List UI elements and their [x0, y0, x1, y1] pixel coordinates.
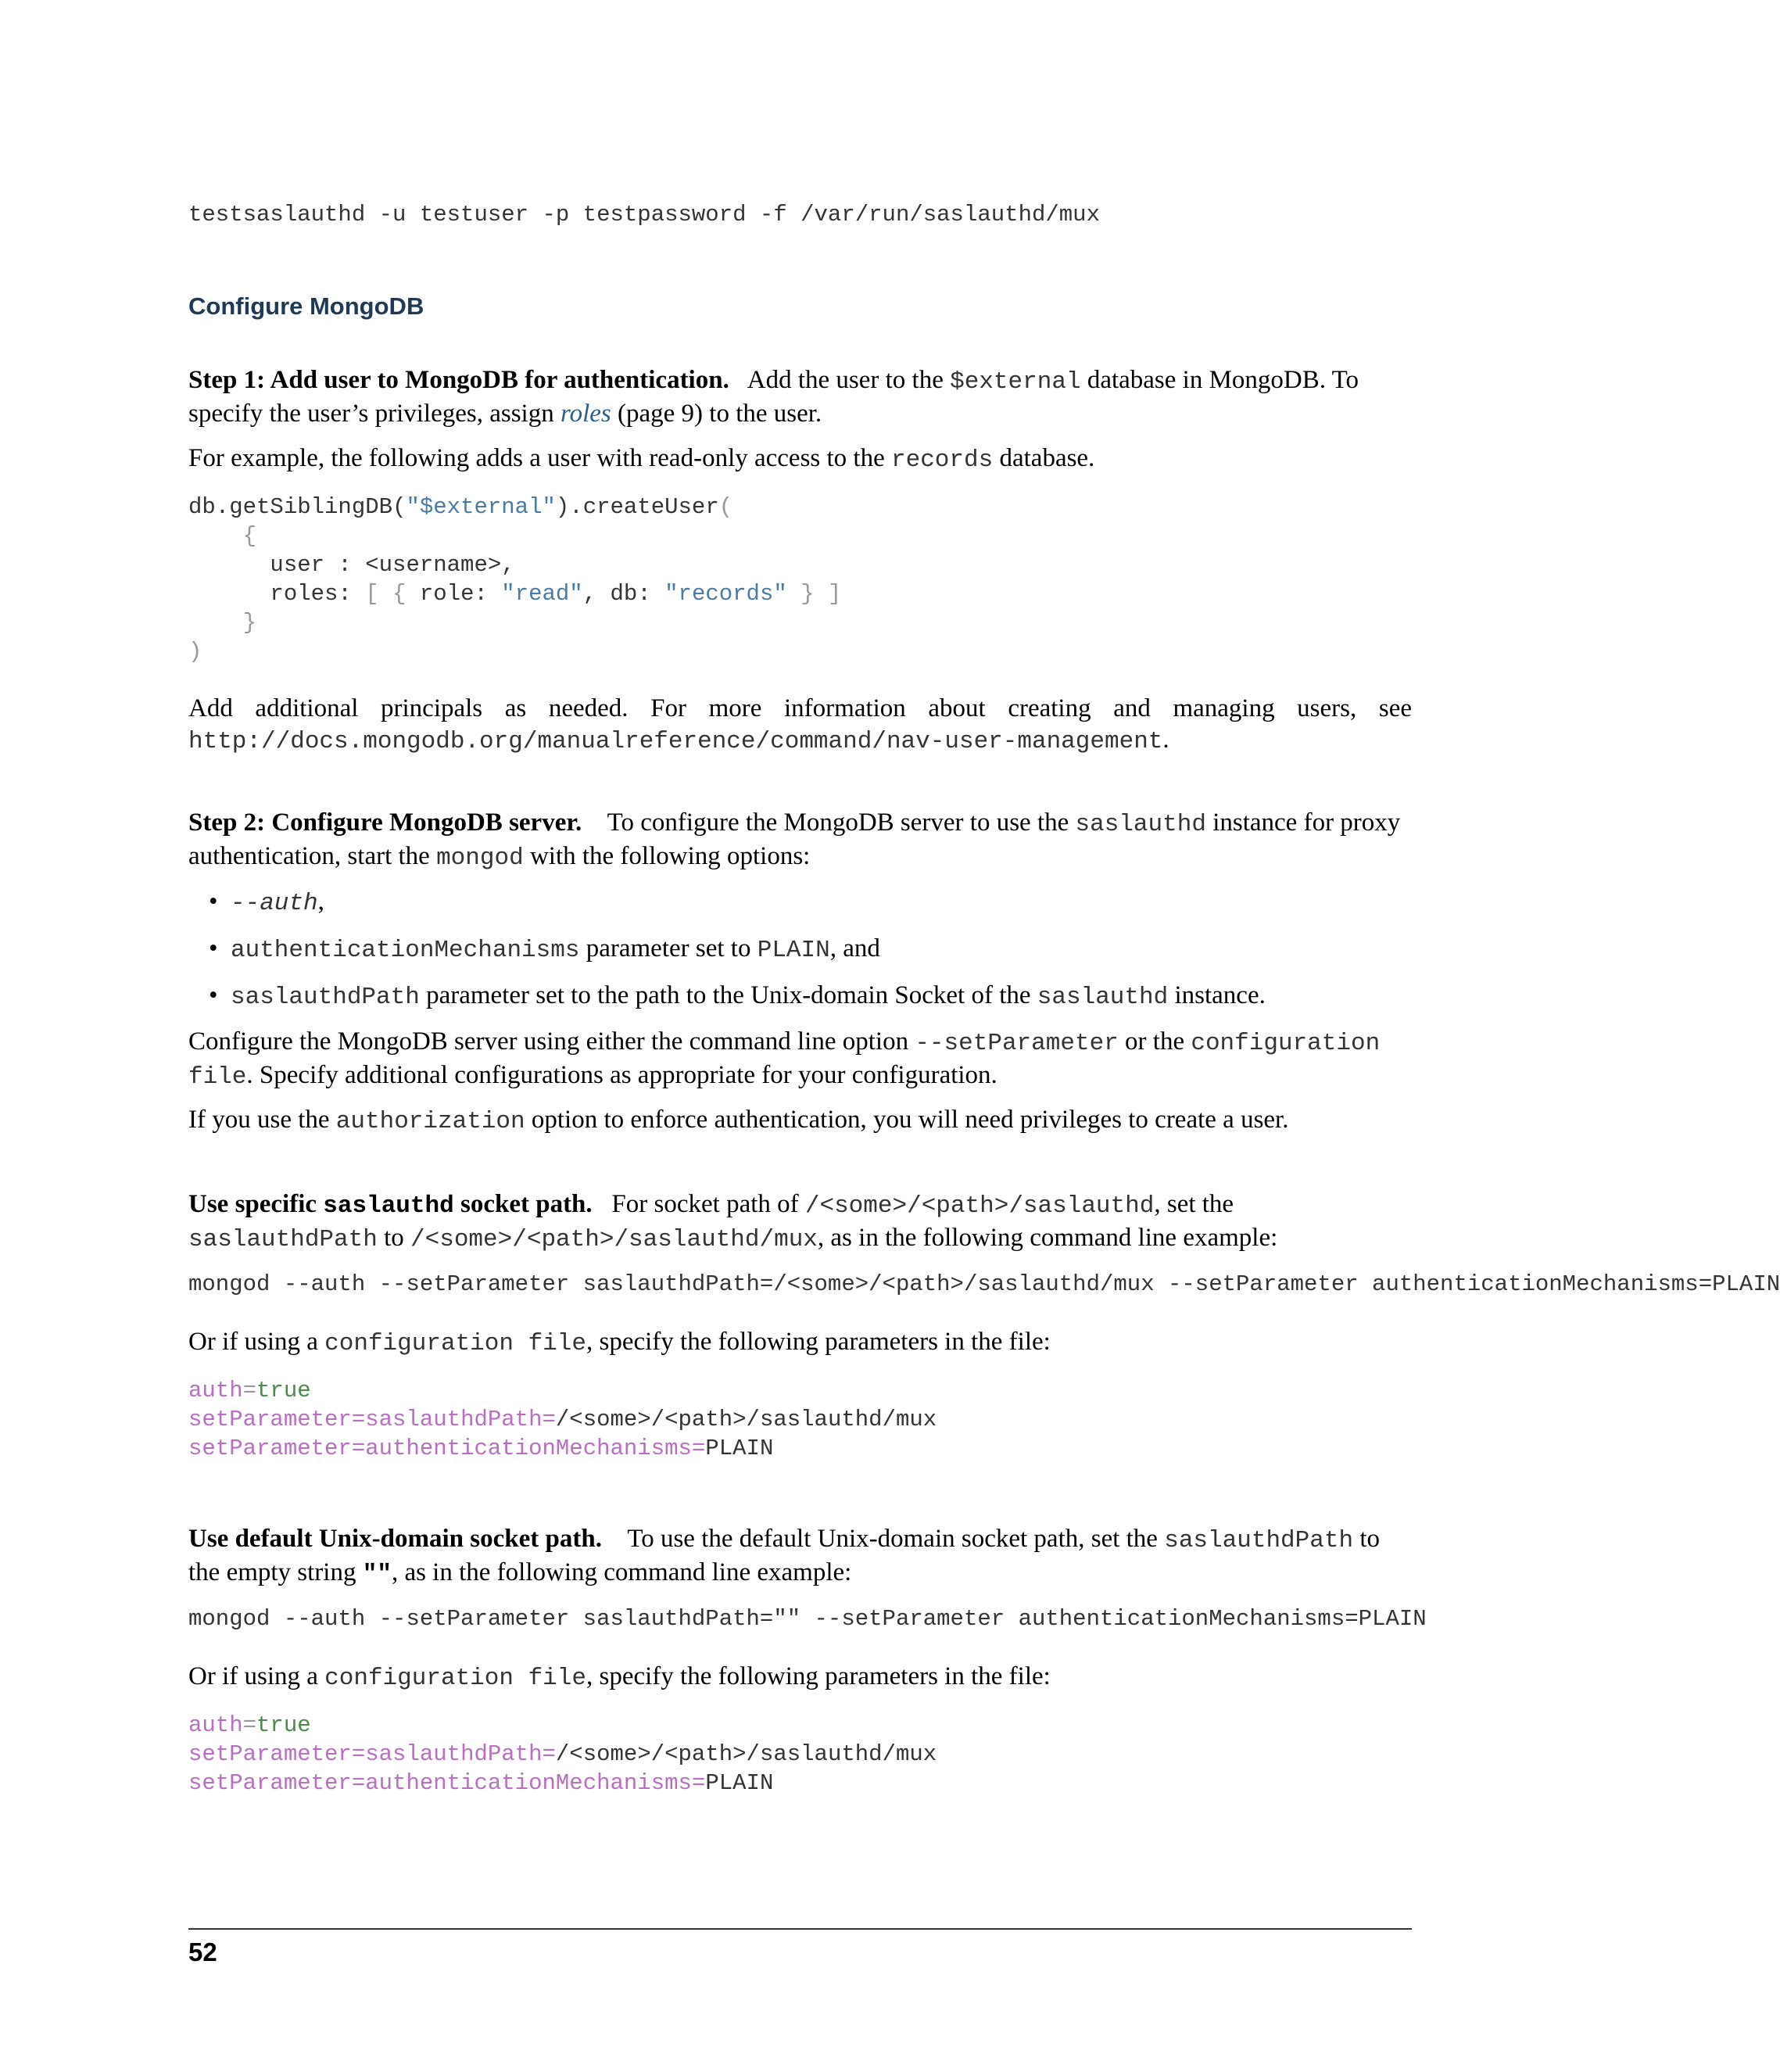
text: Configure the MongoDB server using either the command line option: [188, 1027, 909, 1056]
code-line: mongod --auth --setParameter saslauthdPath=/<some>/<path>/saslauthd/mux --setParameter authenticationMechanisms=PLAIN: [188, 1271, 1780, 1297]
text: If you use the: [188, 1106, 330, 1134]
inline-code: records: [891, 446, 994, 474]
code-testsaslauthd: [188, 200, 1100, 229]
inline-code: authorization: [335, 1108, 525, 1135]
text: , specify the following parameters in the file:: [586, 1328, 1051, 1356]
text: with the following options:: [529, 842, 811, 870]
inline-code: $external: [950, 368, 1081, 396]
inline-code: saslauthd: [1075, 811, 1206, 838]
default-heading: Use default Unix-domain socket path.: [188, 1525, 602, 1553]
code-specific-cmd: [188, 1270, 1780, 1299]
inline-code: "": [362, 1561, 392, 1588]
step2-paragraph: [188, 807, 1412, 874]
inline-code: configuration file: [324, 1330, 586, 1357]
code-config-default: auth=true setParameter=saslauthdPath=/<some>/<path>/saslauthd/mux setParameter=authenticationMechanisms=PLAIN: [188, 1712, 937, 1796]
roles-link[interactable]: roles: [560, 400, 611, 428]
code-config-specific: auth=true setParameter=saslauthdPath=/<some>/<path>/saslauthd/mux setParameter=authenticationMechanisms=PLAIN: [188, 1378, 937, 1461]
inline-code: /<some>/<path>/saslauthd: [804, 1192, 1155, 1220]
step2-heading: Step 2: Configure MongoDB server.: [188, 808, 582, 837]
or-config-paragraph-2: [188, 1661, 1412, 1694]
principals-paragraph: [188, 693, 1412, 758]
text: Add additional principals as needed. For more information about creating and managing users, see: [188, 694, 1412, 722]
list-item: • saslauthdPath parameter set to the path to the Unix-domain Socket of the saslauthd instance.: [231, 980, 1266, 1013]
inline-code: configuration file: [324, 1665, 586, 1692]
user-management-url[interactable]: http://docs.mongodb.org/manualreference/command/nav-user-management: [188, 728, 1163, 755]
text: , set the: [1154, 1190, 1234, 1218]
step1-paragraph: [188, 364, 1412, 429]
text: For socket path of: [611, 1190, 799, 1218]
text: or the: [1125, 1027, 1185, 1056]
text: Or if using a: [188, 1662, 318, 1690]
text: Add the user to the: [747, 366, 944, 394]
page-number: 52: [188, 1938, 217, 1966]
text: , as in the following command line example:: [391, 1558, 852, 1586]
text: to the empty string: [188, 1525, 1380, 1586]
section-title: Configure MongoDB: [188, 292, 424, 320]
text: option to enforce authentication, you will need privileges to create a user.: [531, 1106, 1289, 1134]
or-config-paragraph: [188, 1326, 1412, 1360]
specific-heading: Use specific saslauthd socket path.: [188, 1190, 593, 1220]
inline-code: saslauthdPath: [188, 1226, 378, 1253]
text: To use the default Unix-domain socket path, set the: [627, 1525, 1158, 1553]
inline-code: --setParameter: [915, 1030, 1119, 1057]
text: database.: [999, 444, 1095, 472]
code-line: testsaslauthd -u testuser -p testpassword -f /var/run/saslauthd/mux: [188, 202, 1100, 228]
example-paragraph: [188, 443, 1412, 476]
inline-code: configuration file: [188, 1030, 1381, 1091]
text: Or if using a: [188, 1328, 318, 1356]
code-line: mongod --auth --setParameter saslauthdPath="" --setParameter authenticationMechanisms=PLAIN: [188, 1606, 1427, 1632]
inline-code: mongod: [436, 844, 524, 872]
text: To configure the MongoDB server to use the: [607, 808, 1069, 837]
code-create-user: db.getSiblingDB("$external").createUser( { user : <username>, roles: [ { role: "read", db: "records" } ] } ): [188, 494, 842, 665]
list-item: • --auth,: [231, 886, 324, 919]
authorization-paragraph: [188, 1104, 1412, 1138]
list-item: • authenticationMechanisms parameter set to PLAIN, and: [231, 933, 880, 966]
footer-divider: [188, 1928, 1412, 1930]
code-default-cmd: [188, 1604, 1427, 1633]
text: (page 9) to the user.: [618, 400, 822, 428]
text: instance for proxy authentication, start the: [188, 808, 1401, 870]
text: to: [384, 1224, 404, 1252]
text: .: [1162, 726, 1169, 754]
text: database in MongoDB. To specify the user’s privileges, assign: [188, 366, 1359, 428]
specific-socket-paragraph: [188, 1188, 1412, 1256]
configure-paragraph: [188, 1026, 1412, 1093]
text: For example, the following adds a user with read-only access to the: [188, 444, 885, 472]
step1-heading: Step 1: Add user to MongoDB for authentication.: [188, 366, 729, 394]
default-socket-paragraph: [188, 1523, 1412, 1590]
inline-code: /<some>/<path>/saslauthd/mux: [410, 1226, 818, 1253]
text: , as in the following command line example:: [817, 1224, 1278, 1252]
text: , specify the following parameters in the file:: [586, 1662, 1051, 1690]
inline-code: saslauthdPath: [1164, 1527, 1354, 1554]
text: . Specify additional configurations as appropriate for your configuration.: [246, 1061, 997, 1089]
